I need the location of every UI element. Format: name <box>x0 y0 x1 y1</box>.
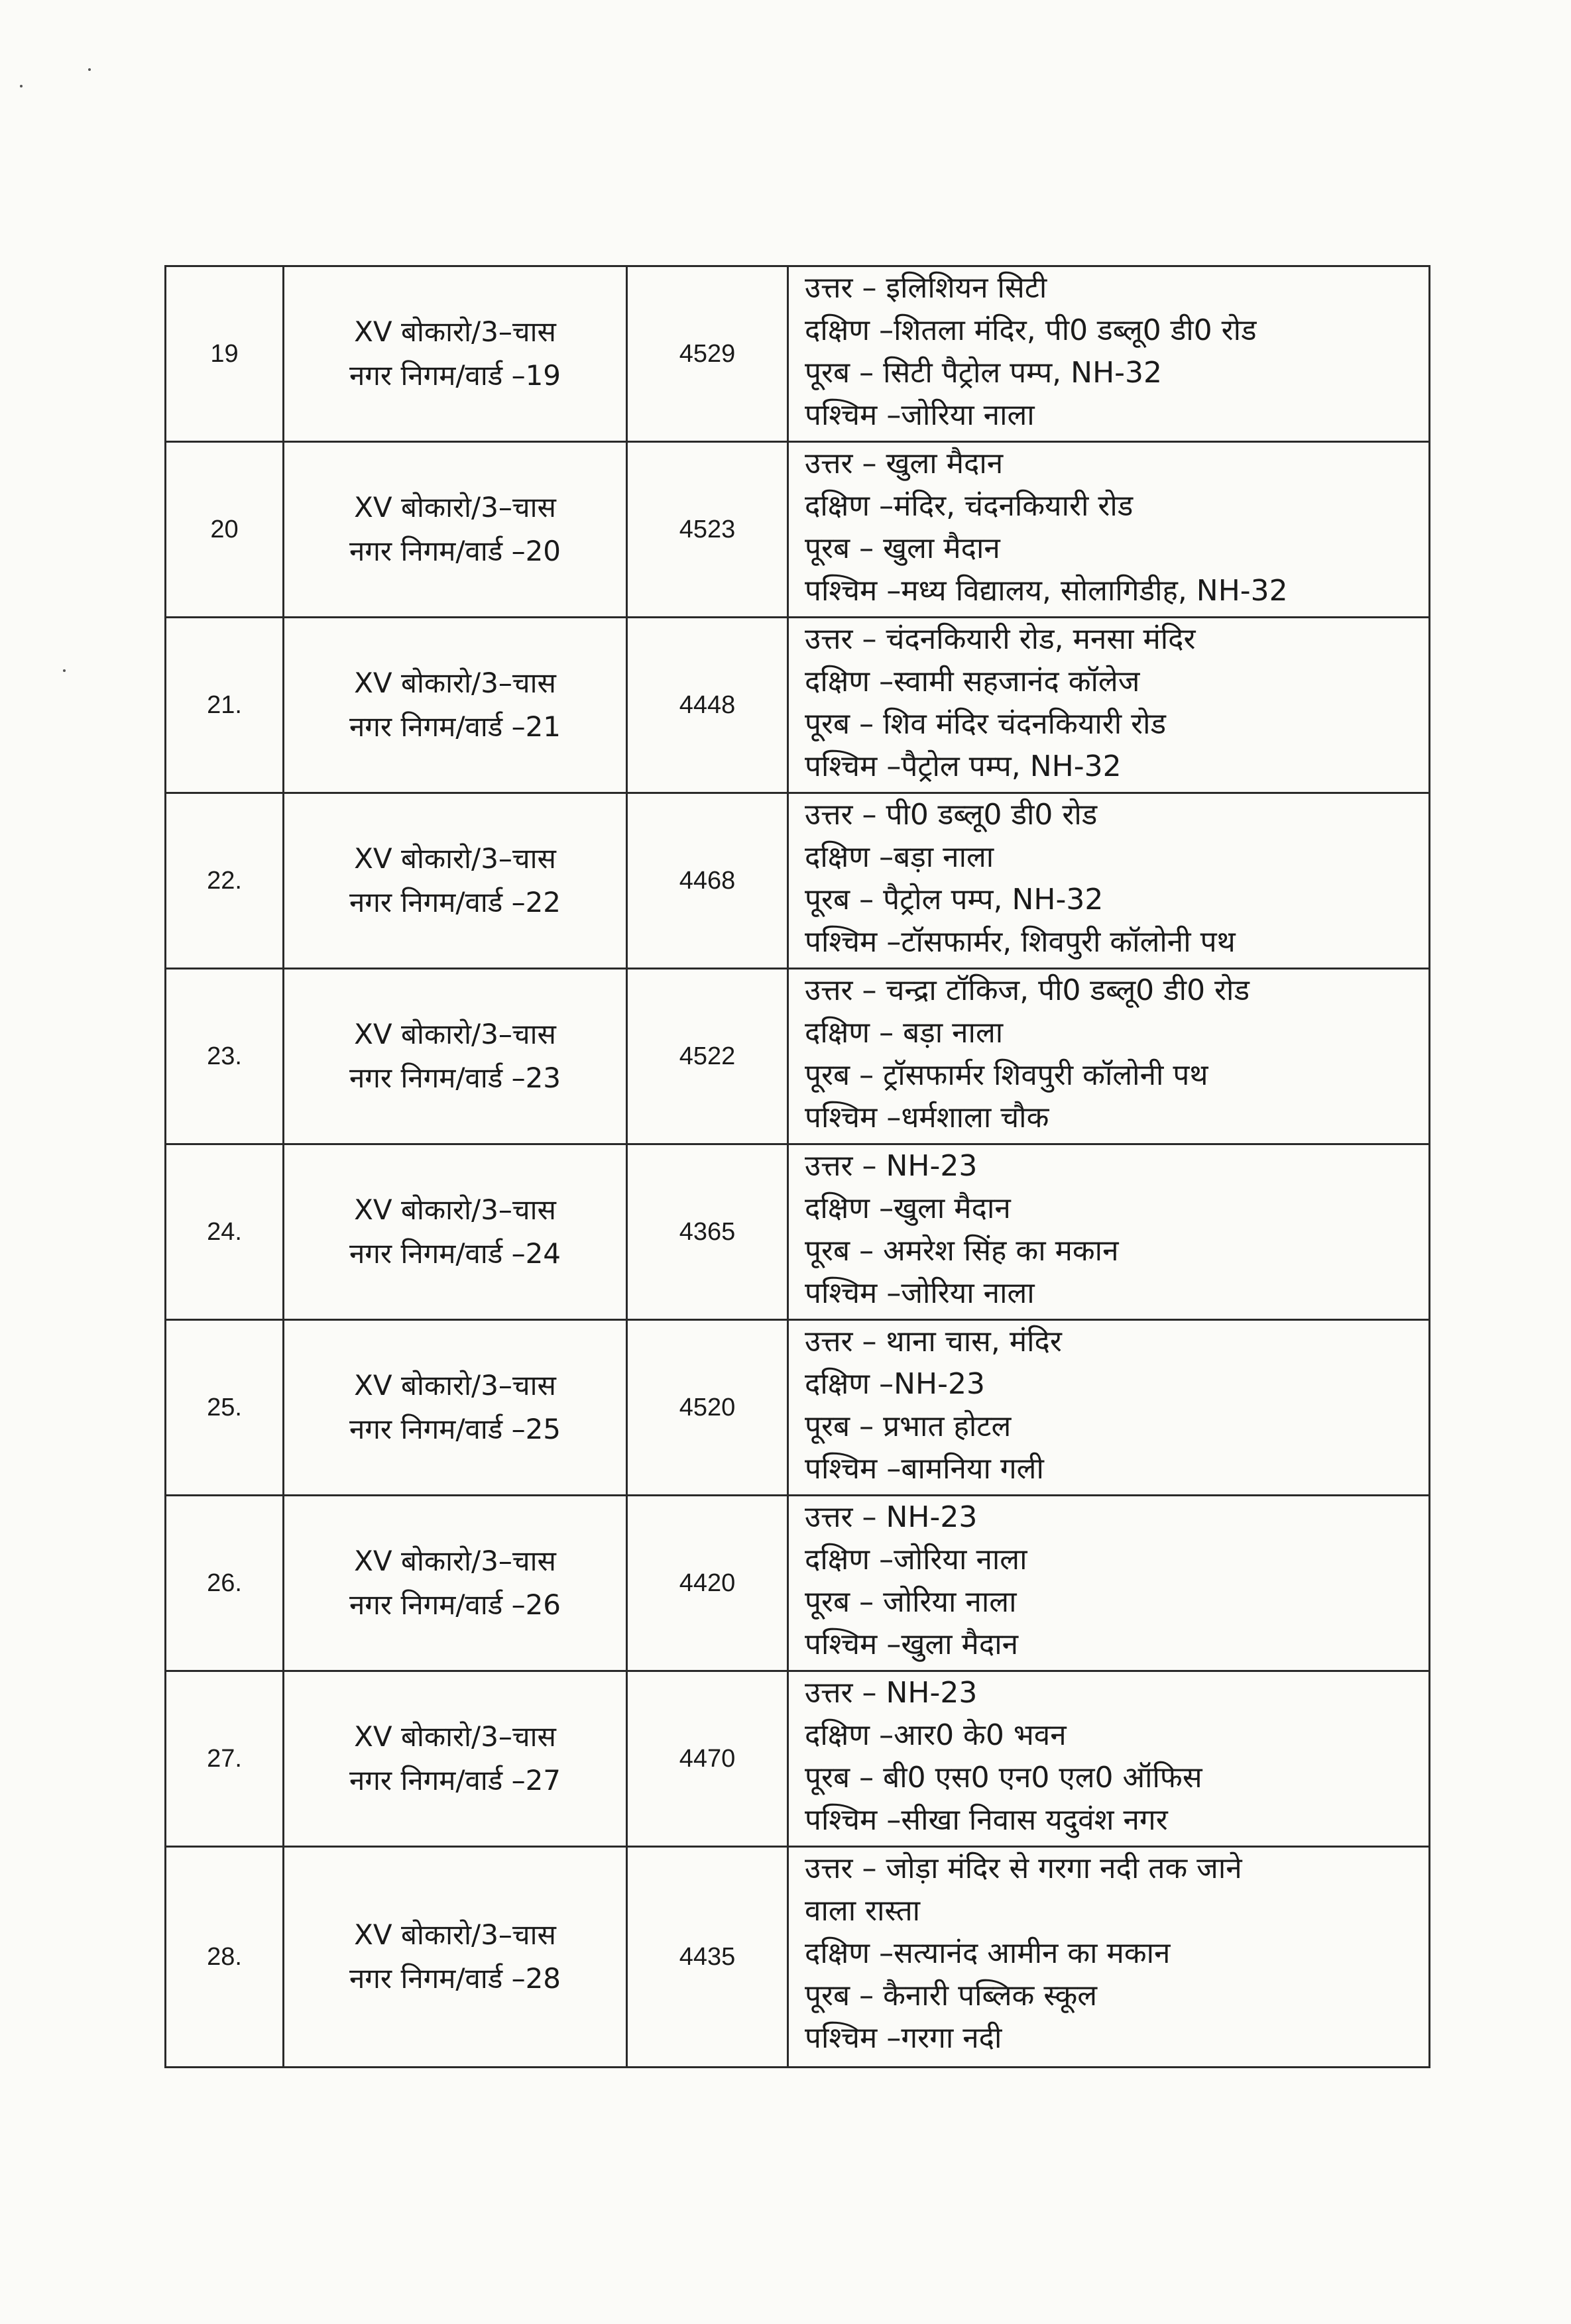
boundary-cell <box>788 1671 1430 1847</box>
boundary-west: पश्चिम –बामनिया गली <box>805 1452 1044 1486</box>
boundary-south: दक्षिण –जोरिया नाला <box>805 1543 1027 1577</box>
ward-cell <box>284 1144 627 1320</box>
ward-cell <box>284 266 627 442</box>
serial-number: 20 <box>166 442 284 618</box>
voter-count: 4523 <box>627 442 788 618</box>
boundary-west: पश्चिम –जोरिया नाला <box>805 398 1035 432</box>
voter-count: 4468 <box>627 793 788 969</box>
boundary-north: उत्तर – खुला मैदान <box>805 447 1004 480</box>
boundary-east: पूरब – सिटी पैट्रोल पम्प, NH-32 <box>805 356 1163 390</box>
serial-number: 23. <box>166 969 284 1144</box>
table-row <box>166 1847 1430 2068</box>
boundary-north: उत्तर – NH-23 <box>805 1149 978 1183</box>
boundary-east: पूरब – पैट्रोल पम्प, NH-32 <box>805 883 1104 916</box>
boundary-east: पूरब – शिव मंदिर चंदनकियारी रोड <box>805 707 1167 741</box>
boundary-cell <box>788 793 1430 969</box>
ward-name: XV बोकारो/3–चास <box>354 315 556 348</box>
serial-number: 25. <box>166 1320 284 1496</box>
voter-count: 4365 <box>627 1144 788 1320</box>
boundary-north-continued: वाला रास्ता <box>805 1894 921 1928</box>
ward-number: नगर निगम/वार्ड –26 <box>349 1588 561 1621</box>
table-row <box>166 1496 1430 1671</box>
boundary-east: पूरब – प्रभात होटल <box>805 1410 1012 1443</box>
table-row <box>166 442 1430 618</box>
boundary-cell <box>788 1144 1430 1320</box>
serial-number: 28. <box>166 1847 284 2068</box>
boundary-east: पूरब – जोरिया नाला <box>805 1585 1017 1619</box>
boundary-west: पश्चिम –टॉसफार्मर, शिवपुरी कॉलोनी पथ <box>805 925 1236 959</box>
boundary-west: पश्चिम –धर्मशाला चौक <box>805 1101 1049 1134</box>
boundary-west: पश्चिम –गरगा नदी <box>805 2021 1002 2055</box>
voter-count: 4448 <box>627 618 788 793</box>
ward-number: नगर निगम/वार्ड –19 <box>349 359 561 392</box>
boundary-north: उत्तर – चंदनकियारी रोड, मनसा मंदिर <box>805 622 1196 656</box>
ward-cell <box>284 969 627 1144</box>
voter-count: 4435 <box>627 1847 788 2068</box>
voter-count: 4520 <box>627 1320 788 1496</box>
boundary-east: पूरब – बी0 एस0 एन0 एल0 ऑफिस <box>805 1761 1202 1795</box>
boundary-north: उत्तर – चन्द्रा टॉकिज, पी0 डब्लू0 डी0 रोड <box>805 973 1250 1007</box>
boundary-east: पूरब – ट्रॉसफार्मर शिवपुरी कॉलोनी पथ <box>805 1058 1208 1092</box>
ward-number: नगर निगम/वार्ड –28 <box>349 1962 561 1995</box>
boundary-west: पश्चिम –मध्य विद्यालय, सोलागिडीह, NH-32 <box>805 574 1288 608</box>
boundary-cell <box>788 969 1430 1144</box>
table-row <box>166 969 1430 1144</box>
ward-name: XV बोकारो/3–चास <box>354 1720 556 1753</box>
boundary-cell <box>788 1847 1430 2068</box>
ward-boundary-table <box>164 265 1430 2068</box>
boundary-cell <box>788 1320 1430 1496</box>
ward-name: XV बोकारो/3–चास <box>354 842 556 875</box>
boundary-south: दक्षिण –बड़ा नाला <box>805 840 994 874</box>
table-row <box>166 1671 1430 1847</box>
boundary-north: उत्तर – NH-23 <box>805 1676 978 1710</box>
table-row <box>166 793 1430 969</box>
boundary-west: पश्चिम –पैट्रोल पम्प, NH-32 <box>805 749 1122 783</box>
ward-number: नगर निगम/वार्ड –23 <box>349 1062 561 1094</box>
boundary-west: पश्चिम –सीखा निवास यदुवंश नगर <box>805 1803 1168 1837</box>
boundary-south: दक्षिण –स्वामी सहजानंद कॉलेज <box>805 665 1140 698</box>
scan-speck <box>20 85 23 87</box>
ward-number: नगर निगम/वार्ड –22 <box>349 886 561 918</box>
ward-name: XV बोकारो/3–चास <box>354 1018 556 1050</box>
serial-number: 27. <box>166 1671 284 1847</box>
boundary-south: दक्षिण –सत्यानंद आमीन का मकान <box>805 1936 1171 1970</box>
table-row <box>166 266 1430 442</box>
ward-cell <box>284 618 627 793</box>
boundary-east: पूरब – खुला मैदान <box>805 531 1000 565</box>
boundary-north: उत्तर – NH-23 <box>805 1500 978 1534</box>
boundary-south: दक्षिण – बड़ा नाला <box>805 1016 1004 1050</box>
boundary-south: दक्षिण –NH-23 <box>805 1367 985 1401</box>
boundary-cell <box>788 618 1430 793</box>
voter-count: 4470 <box>627 1671 788 1847</box>
boundary-north: उत्तर – थाना चास, मंदिर <box>805 1325 1062 1358</box>
voter-count: 4420 <box>627 1496 788 1671</box>
ward-number: नगर निगम/वार्ड –27 <box>349 1764 561 1797</box>
serial-number: 22. <box>166 793 284 969</box>
boundary-east: पूरब – कैनारी पब्लिक स्कूल <box>805 1979 1098 2013</box>
serial-number: 21. <box>166 618 284 793</box>
boundary-cell <box>788 266 1430 442</box>
boundary-west: पश्चिम –जोरिया नाला <box>805 1276 1035 1310</box>
ward-name: XV बोकारो/3–चास <box>354 491 556 524</box>
boundary-south: दक्षिण –आर0 के0 भवन <box>805 1718 1067 1752</box>
ward-name: XV बोकारो/3–चास <box>354 1193 556 1226</box>
ward-cell <box>284 442 627 618</box>
boundary-east: पूरब – अमरेश सिंह का मकान <box>805 1234 1119 1268</box>
serial-number: 19 <box>166 266 284 442</box>
serial-number: 26. <box>166 1496 284 1671</box>
table-row <box>166 1144 1430 1320</box>
scan-speck <box>88 68 91 71</box>
voter-count: 4522 <box>627 969 788 1144</box>
boundary-north: उत्तर – जोड़ा मंदिर से गरगा नदी तक जाने <box>805 1852 1242 1885</box>
ward-number: नगर निगम/वार्ड –21 <box>349 710 561 743</box>
ward-cell <box>284 1847 627 2068</box>
ward-name: XV बोकारो/3–चास <box>354 667 556 699</box>
scan-speck <box>63 669 66 672</box>
ward-number: नगर निगम/वार्ड –24 <box>349 1237 561 1270</box>
ward-number: नगर निगम/वार्ड –20 <box>349 535 561 567</box>
boundary-south: दक्षिण –मंदिर, चंदनकियारी रोड <box>805 489 1134 523</box>
boundary-north: उत्तर – पी0 डब्लू0 डी0 रोड <box>805 798 1098 832</box>
boundary-south: दक्षिण –शितला मंदिर, पी0 डब्लू0 डी0 रोड <box>805 313 1257 347</box>
ward-cell <box>284 793 627 969</box>
boundary-cell <box>788 1496 1430 1671</box>
boundary-west: पश्चिम –खुला मैदान <box>805 1628 1019 1661</box>
boundary-north: उत्तर – इलिशियन सिटी <box>805 271 1047 305</box>
ward-number: नगर निगम/वार्ड –25 <box>349 1413 561 1445</box>
ward-cell <box>284 1320 627 1496</box>
boundary-cell <box>788 442 1430 618</box>
ward-name: XV बोकारो/3–चास <box>354 1918 556 1951</box>
serial-number: 24. <box>166 1144 284 1320</box>
table-row <box>166 1320 1430 1496</box>
voter-count: 4529 <box>627 266 788 442</box>
table-row <box>166 618 1430 793</box>
boundary-south: दक्षिण –खुला मैदान <box>805 1191 1011 1225</box>
ward-name: XV बोकारो/3–चास <box>354 1545 556 1577</box>
ward-cell <box>284 1496 627 1671</box>
ward-name: XV बोकारो/3–चास <box>354 1369 556 1402</box>
ward-cell <box>284 1671 627 1847</box>
